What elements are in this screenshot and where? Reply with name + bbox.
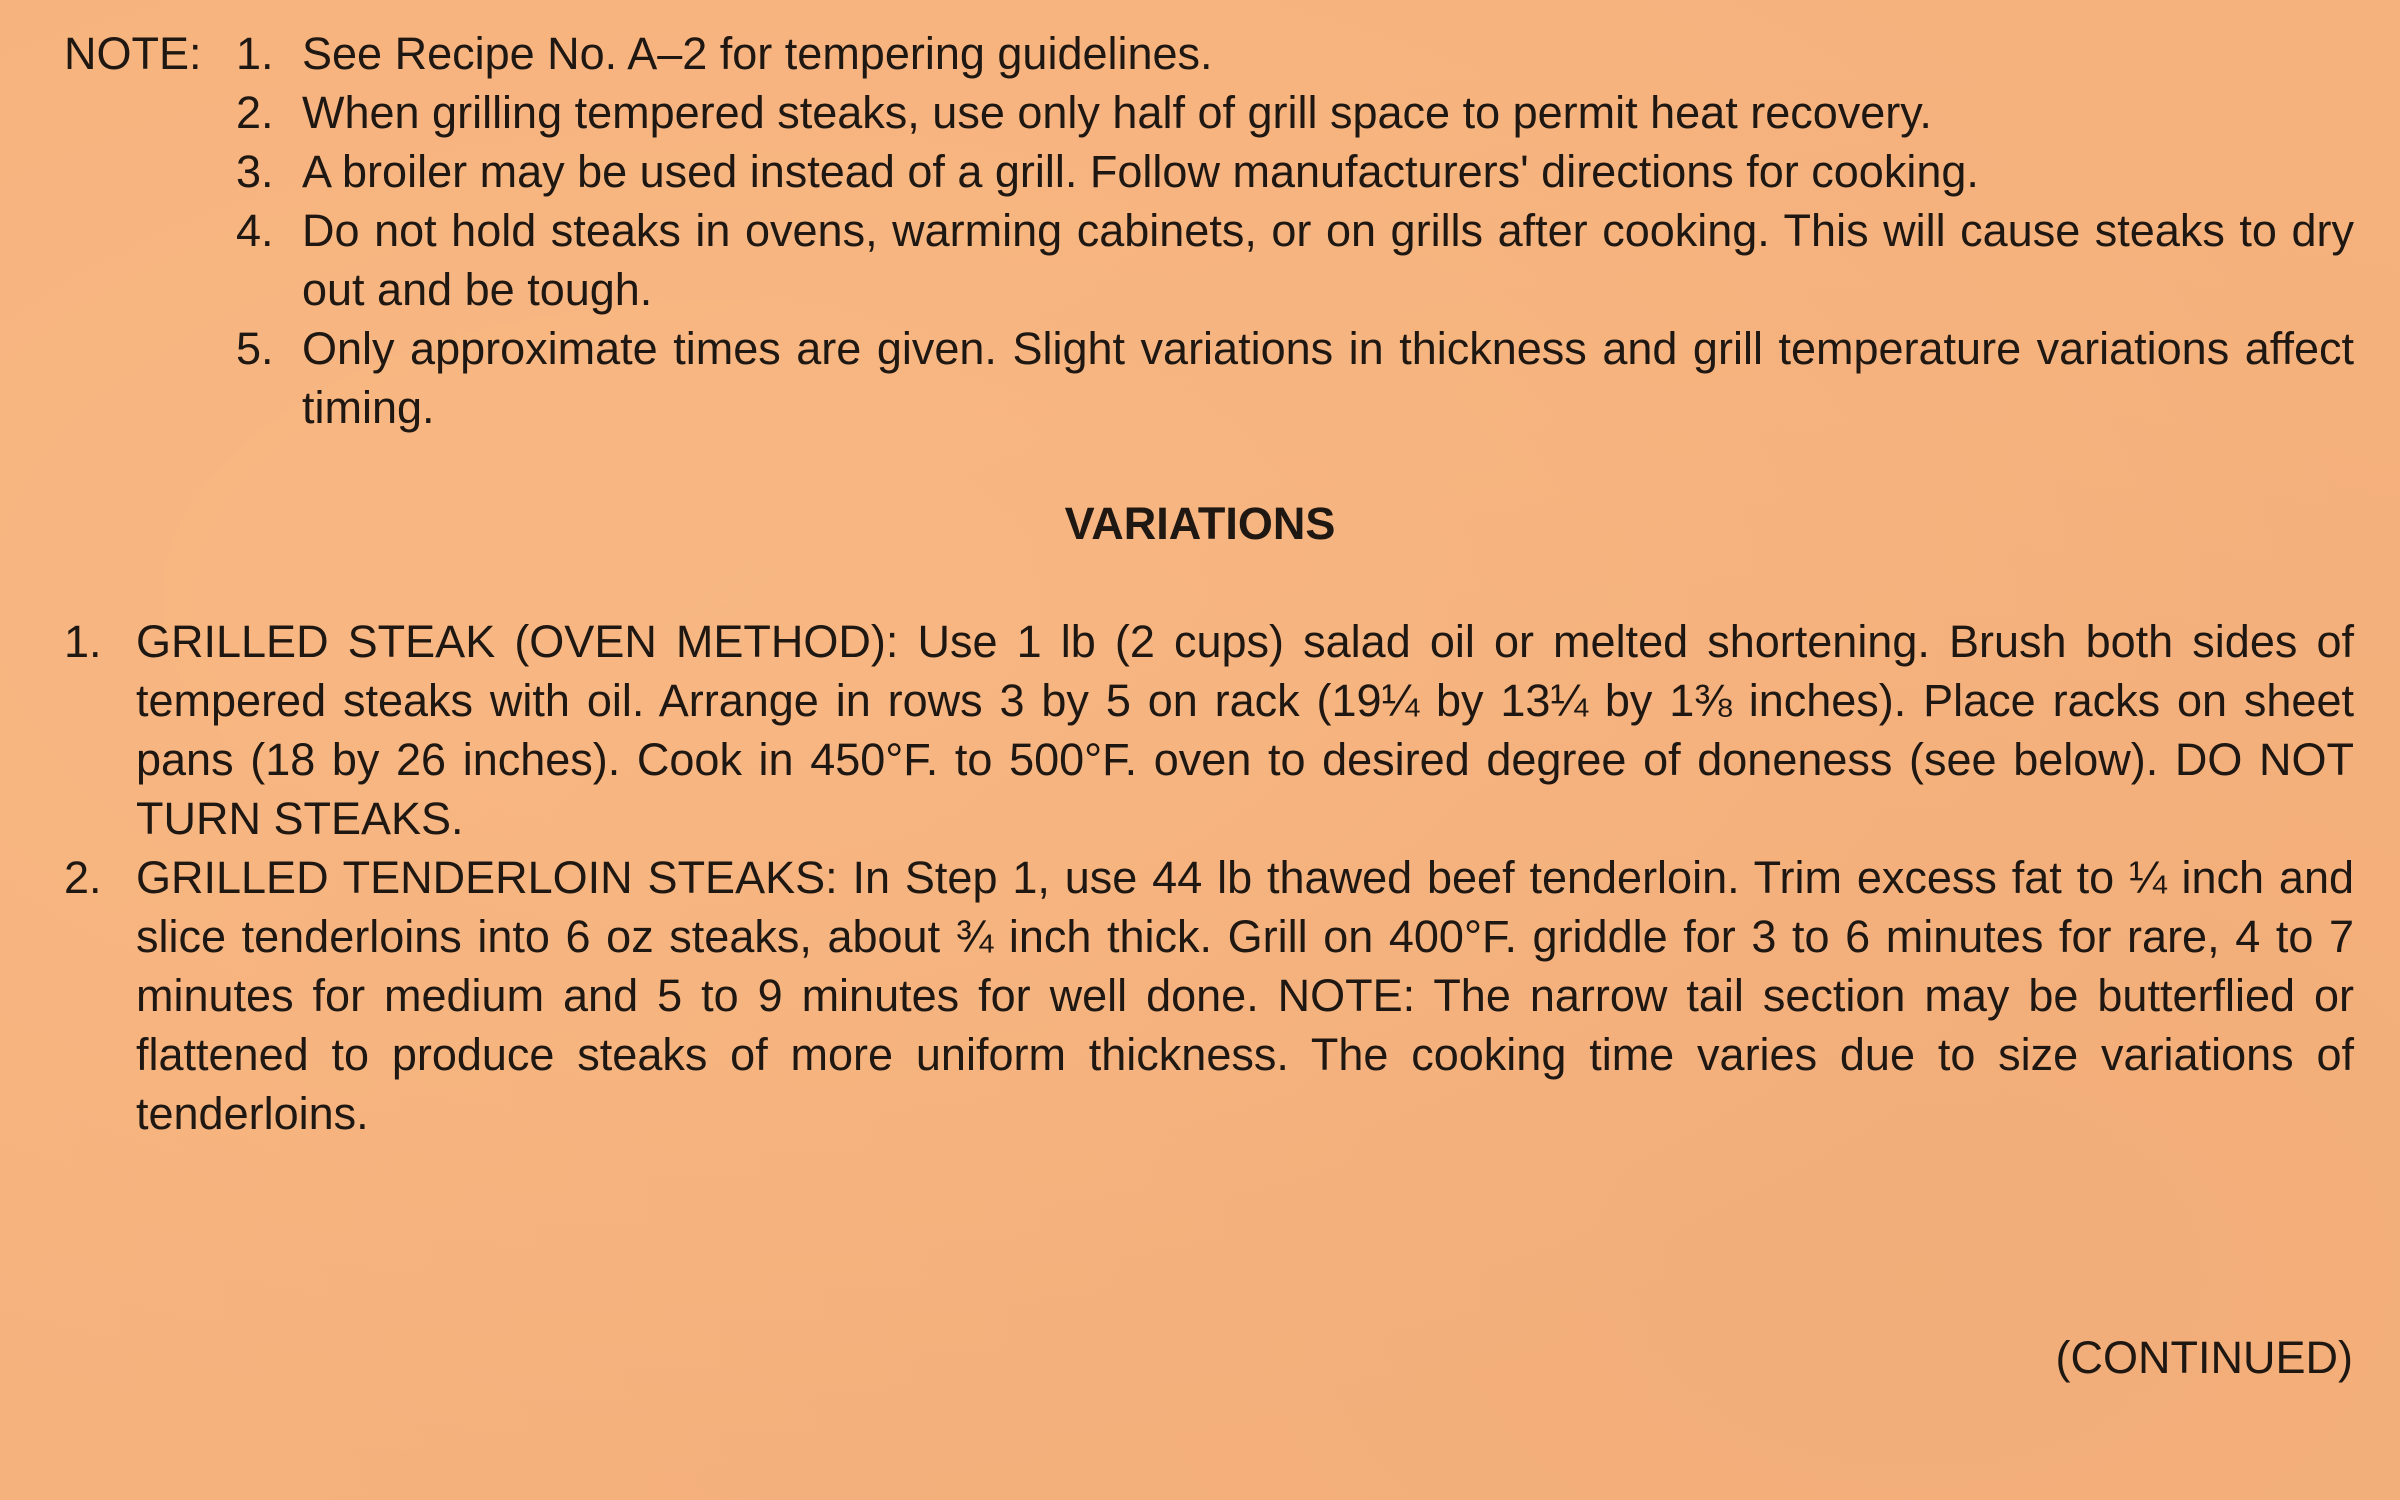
note-text: A broiler may be used instead of a grill. Follow manufacturers' directions for cooking. <box>302 146 1979 197</box>
note-text: See Recipe No. A–2 for tempering guidelines. <box>302 28 1213 79</box>
note-item <box>64 319 2354 437</box>
note-item <box>64 24 2354 83</box>
note-text: Do not hold steaks in ovens, warming cabinets, or on grills after cooking. This will cause steaks to dry out and be tough. <box>302 205 2354 315</box>
variation-item <box>64 612 2354 848</box>
notes-section <box>64 24 2354 437</box>
variation-item <box>64 848 2354 1143</box>
variation-number: 2. <box>64 852 102 903</box>
variation-number: 1. <box>64 616 102 667</box>
note-label: NOTE: <box>64 28 202 79</box>
note-number: 1. <box>236 28 274 79</box>
note-item <box>64 142 2354 201</box>
note-text: Only approximate times are given. Slight variations in thickness and grill temperature variations affect timing. <box>302 323 2354 433</box>
continued-label: (CONTINUED) <box>2055 1332 2353 1383</box>
variations-section <box>64 612 2354 1143</box>
note-number: 5. <box>236 323 274 374</box>
note-number: 2. <box>236 87 274 138</box>
note-item <box>64 201 2354 319</box>
note-item <box>64 83 2354 142</box>
variation-text: GRILLED STEAK (OVEN METHOD): Use 1 lb (2 cups) salad oil or melted shortening. Brush both sides of tempered steaks with oil. Arrange in rows 3 by 5 on rack (19¼ by 13¼ by 1⅜ inches). Place racks on sheet pans (18 by 26 inches). Cook in 450°F. to 500°F. oven to desired degree of doneness (see below). DO NOT TURN STEAKS. <box>136 616 2354 844</box>
note-text: When grilling tempered steaks, use only half of grill space to permit heat recovery. <box>302 87 1932 138</box>
variation-text: GRILLED TENDERLOIN STEAKS: In Step 1, use 44 lb thawed beef tenderloin. Trim excess fat to ¼ inch and slice tenderloins into 6 oz steaks, about ¾ inch thick. Grill on 400°F. griddle for 3 to 6 minutes for rare, 4 to 7 minutes for medium and 5 to 9 minutes for well done. NOTE: The narrow tail section may be butterflied or flattened to produce steaks of more uniform thickness. The cooking time varies due to size variations of tenderloins. <box>136 852 2354 1139</box>
note-number: 4. <box>236 205 274 256</box>
variations-heading: VARIATIONS <box>1064 498 1336 549</box>
note-number: 3. <box>236 146 274 197</box>
